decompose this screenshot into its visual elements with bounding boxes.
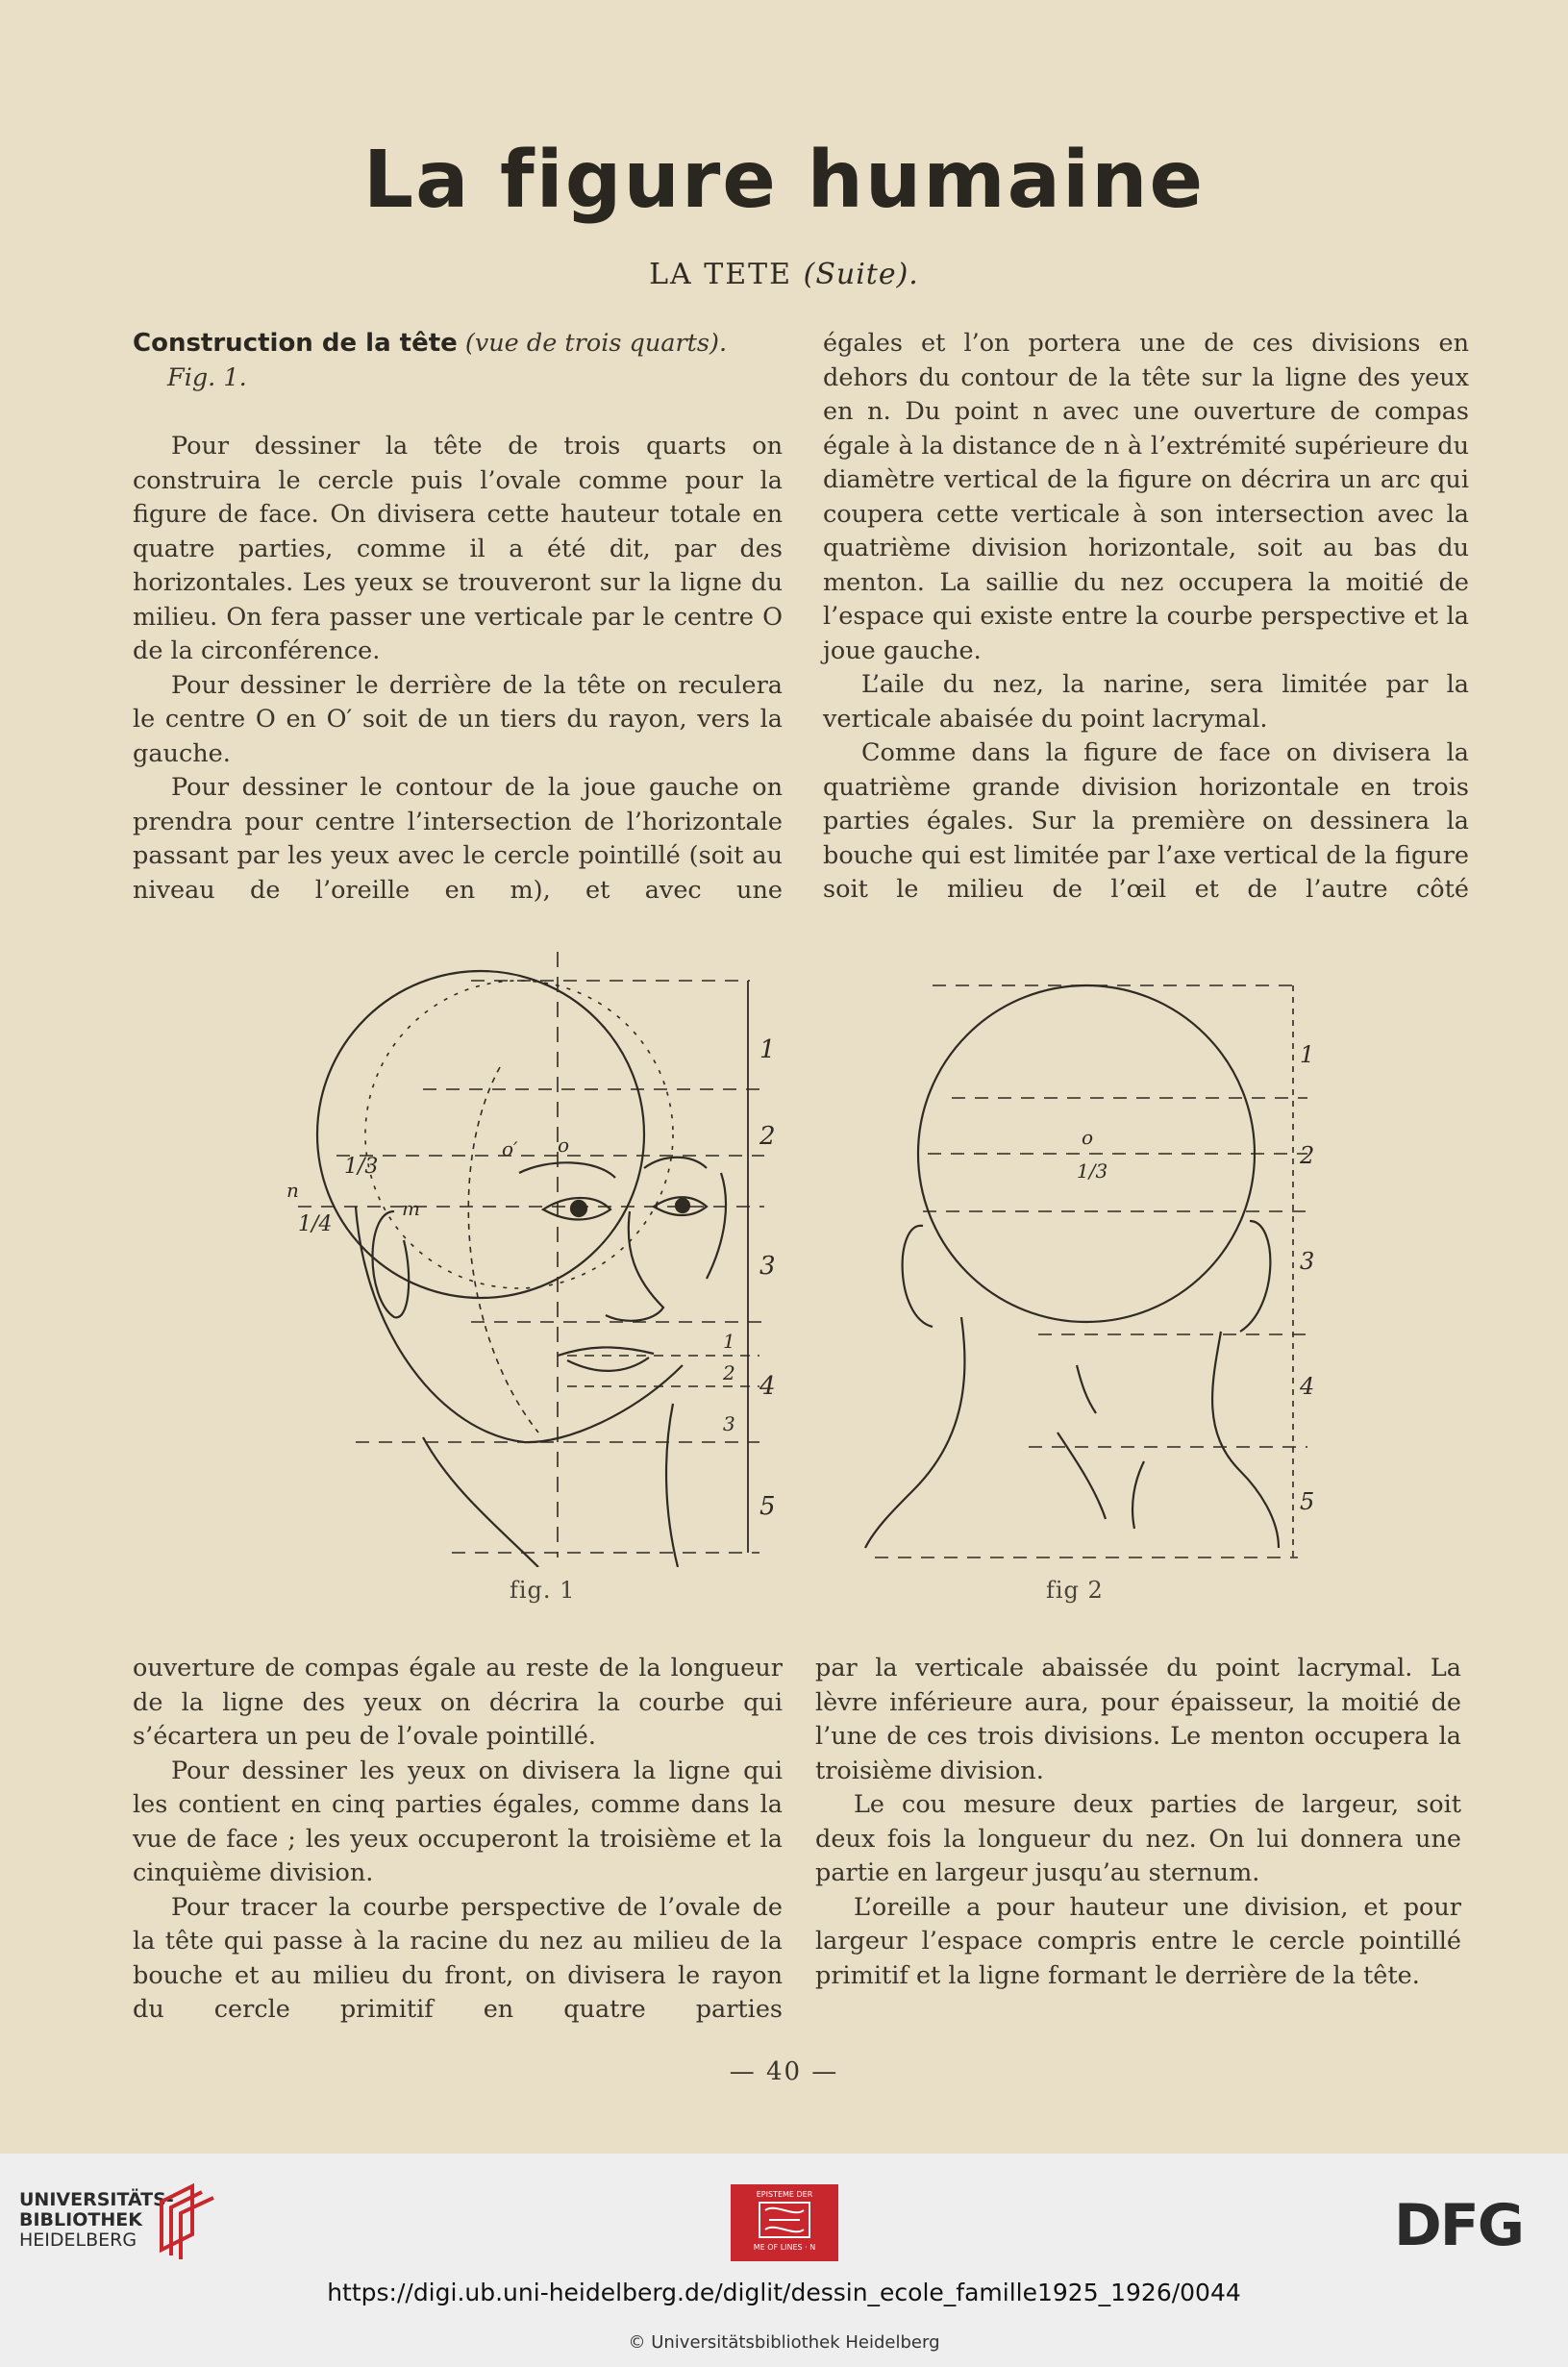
dfg-logo[interactable]: DFG: [1394, 2192, 1524, 2259]
paragraph: Pour dessiner les yeux on divisera la ligne qui les contient en cinq parties égales, comme dans la vue de face ; les yeux occuperont la troisième et la cinquième division.: [133, 1756, 783, 1887]
paragraph: par la verticale abaissée du point lacrymal. La lèvre inférieure aura, pour épaisseur, la moitié de l’une de ces trois divisions. Le menton occupera la troisième division.: [815, 1654, 1461, 1785]
paragraph: Pour dessiner le derrière de la tête on reculera le centre O en O′ soit de un tiers du rayon, vers la gauche.: [133, 670, 783, 768]
page-subtitle: [0, 258, 1568, 291]
section-heading: [133, 327, 783, 361]
page-number: — 40 —: [729, 2057, 839, 2086]
fig2-neck-right: [1212, 1332, 1279, 1548]
fig1-perspective-curve: [468, 1067, 538, 1433]
figure-2-caption: fig 2: [1046, 1577, 1104, 1604]
figure-1-drawing: [279, 952, 788, 1567]
fig1-label-third: 1/3: [344, 1155, 379, 1179]
fig1-label-1: 1: [759, 1035, 776, 1064]
fig1-mouth: [558, 1347, 654, 1370]
fig2-neck-left: [865, 1317, 964, 1548]
library-name-line3: HEIDELBERG: [19, 2230, 137, 2251]
fig1-brow-left: [519, 1162, 615, 1178]
library-name-line1: UNIVERSITÄTS-: [19, 2189, 174, 2210]
fig2-ear-right: [1240, 1221, 1270, 1332]
section-heading-italic: (vue de trois quarts).: [464, 329, 728, 358]
fig1-label-sub2: 2: [723, 1361, 735, 1384]
footer-bar: [0, 2154, 1568, 2367]
paragraph: L’aile du nez, la narine, sera limitée par la verticale abaisée du point lacrymal.: [823, 670, 1469, 734]
paragraph: ouverture de compas égale au reste de la longueur de la ligne des yeux on décrira la courbe qui s’écartera un peu de l’ovale pointillé.: [133, 1654, 783, 1751]
fig1-forehead-profile: [707, 1173, 726, 1279]
text-column-bottom-right: [815, 1652, 1461, 1993]
fig1-label-n: n: [286, 1179, 299, 1202]
copyright-notice: © Universitätsbibliothek Heidelberg: [628, 2332, 940, 2353]
section-heading-bold: Construction de la tête: [133, 329, 458, 358]
fig1-brow-right: [644, 1158, 707, 1168]
text-column-top-right: [823, 327, 1469, 908]
fig1-neck-front: [666, 1404, 678, 1567]
fig2-label-4: 4: [1300, 1373, 1315, 1400]
fig1-iris-left: [571, 1201, 586, 1216]
fig1-label-3: 3: [759, 1252, 776, 1281]
fig1-label-sub1: 1: [723, 1330, 735, 1353]
fig1-label-quarter: 1/4: [298, 1212, 333, 1236]
section-heading-fig: Fig. 1.: [167, 362, 247, 392]
fig2-ear-left: [903, 1226, 933, 1327]
fig1-ear: [373, 1211, 410, 1317]
fig1-neck-back: [423, 1437, 538, 1567]
subtitle-main: LA TETE: [649, 258, 793, 291]
paragraph: Le cou mesure deux parties de largeur, soit deux fois la longueur du nez. On lui donnera une partie en largeur jusqu’au sternum.: [815, 1790, 1461, 1887]
paragraph: Comme dans la figure de face on divisera la quatrième grande division horizontale en trois parties égales. Sur la première on dessinera la bouche qui est limitée par l’axe vertical de la figure soit le milieu de l’œil et de l’autre côté: [823, 738, 1469, 904]
episteme-pattern-icon: [756, 2199, 813, 2241]
fig2-label-third: 1/3: [1077, 1159, 1108, 1183]
paragraph: Pour dessiner le contour de la joue gauche on prendra pour centre l’intersection de l’horizontale passant par les yeux avec le cercle pointillé (soit au niveau de l’oreille en m), et avec une: [133, 773, 783, 905]
text-column-top-left: [133, 327, 783, 908]
page-title: La figure humaine: [362, 135, 1206, 226]
fig1-dotted-circle: [365, 981, 673, 1288]
source-url-link[interactable]: https://digi.ub.uni-heidelberg.de/diglit/dessin_ecole_famille1925_1926/0044: [327, 2279, 1241, 2306]
library-name-line2: BIBLIOTHEK: [19, 2209, 142, 2230]
subtitle-italic: (Suite).: [803, 258, 919, 291]
episteme-line1: EPISTEME DER: [756, 2190, 813, 2199]
fig1-label-sub3: 3: [723, 1412, 735, 1435]
fig1-iris-right: [676, 1199, 689, 1212]
fig1-label-oprime: o′: [502, 1137, 518, 1160]
paragraph: Pour tracer la courbe perspective de l’ovale de la tête qui passe à la racine du nez au milieu de la bouche et au milieu du front, on divisera le rayon du cercle primitif en quatre parties: [133, 1892, 783, 2024]
fig1-label-4: 4: [759, 1372, 776, 1401]
episteme-logo[interactable]: [731, 2184, 838, 2261]
fig1-label-o: o: [558, 1134, 570, 1157]
fig1-label-5: 5: [759, 1492, 776, 1521]
fig1-label-m: m: [402, 1197, 420, 1220]
fig2-label-o: o: [1082, 1126, 1094, 1149]
fig2-label-2: 2: [1300, 1142, 1315, 1169]
episteme-line2: ME OF LINES · N: [753, 2243, 816, 2252]
paragraph: Pour dessiner la tête de trois quarts on construira le cercle puis l’ovale comme pour la figure de face. On divisera cette hauteur totale en quatre parties, comme il a été dit, par des horizontales. Les yeux se trouveront sur la ligne du milieu. On fera passer une verticale par le centre O de la circonférence.: [133, 432, 783, 665]
text-column-bottom-left: [133, 1652, 783, 2028]
figure-2-drawing: [856, 971, 1327, 1567]
fig2-head-circle: [918, 985, 1255, 1322]
fig1-label-2: 2: [759, 1122, 776, 1151]
fig1-head-circle: [317, 971, 644, 1298]
fig2-label-5: 5: [1300, 1488, 1315, 1515]
paragraph: égales et l’on portera une de ces divisions en dehors du contour de la tête sur la ligne des yeux en n. Du point n avec une ouverture de compas égale à la distance de n à l’extrémité supérieure du diamètre vertical de la figure on décrira un arc qui coupera cette verticale à son intersection avec la quatrième division horizontale, soit au bas du menton. La saillie du nez occupera la moitié de l’espace qui existe entre la courbe perspective et la joue gauche.: [823, 329, 1469, 665]
fig2-label-1: 1: [1300, 1041, 1315, 1068]
fig2-label-3: 3: [1300, 1248, 1315, 1275]
paragraph: L’oreille a pour hauteur une division, et pour largeur l’espace compris entre le cercle pointillé primitif et la ligne formant le derrière de la tête.: [815, 1892, 1461, 1990]
library-emblem-icon: [154, 2182, 221, 2259]
figure-1-caption: fig. 1: [510, 1577, 576, 1604]
university-library-logo[interactable]: [19, 2190, 174, 2251]
